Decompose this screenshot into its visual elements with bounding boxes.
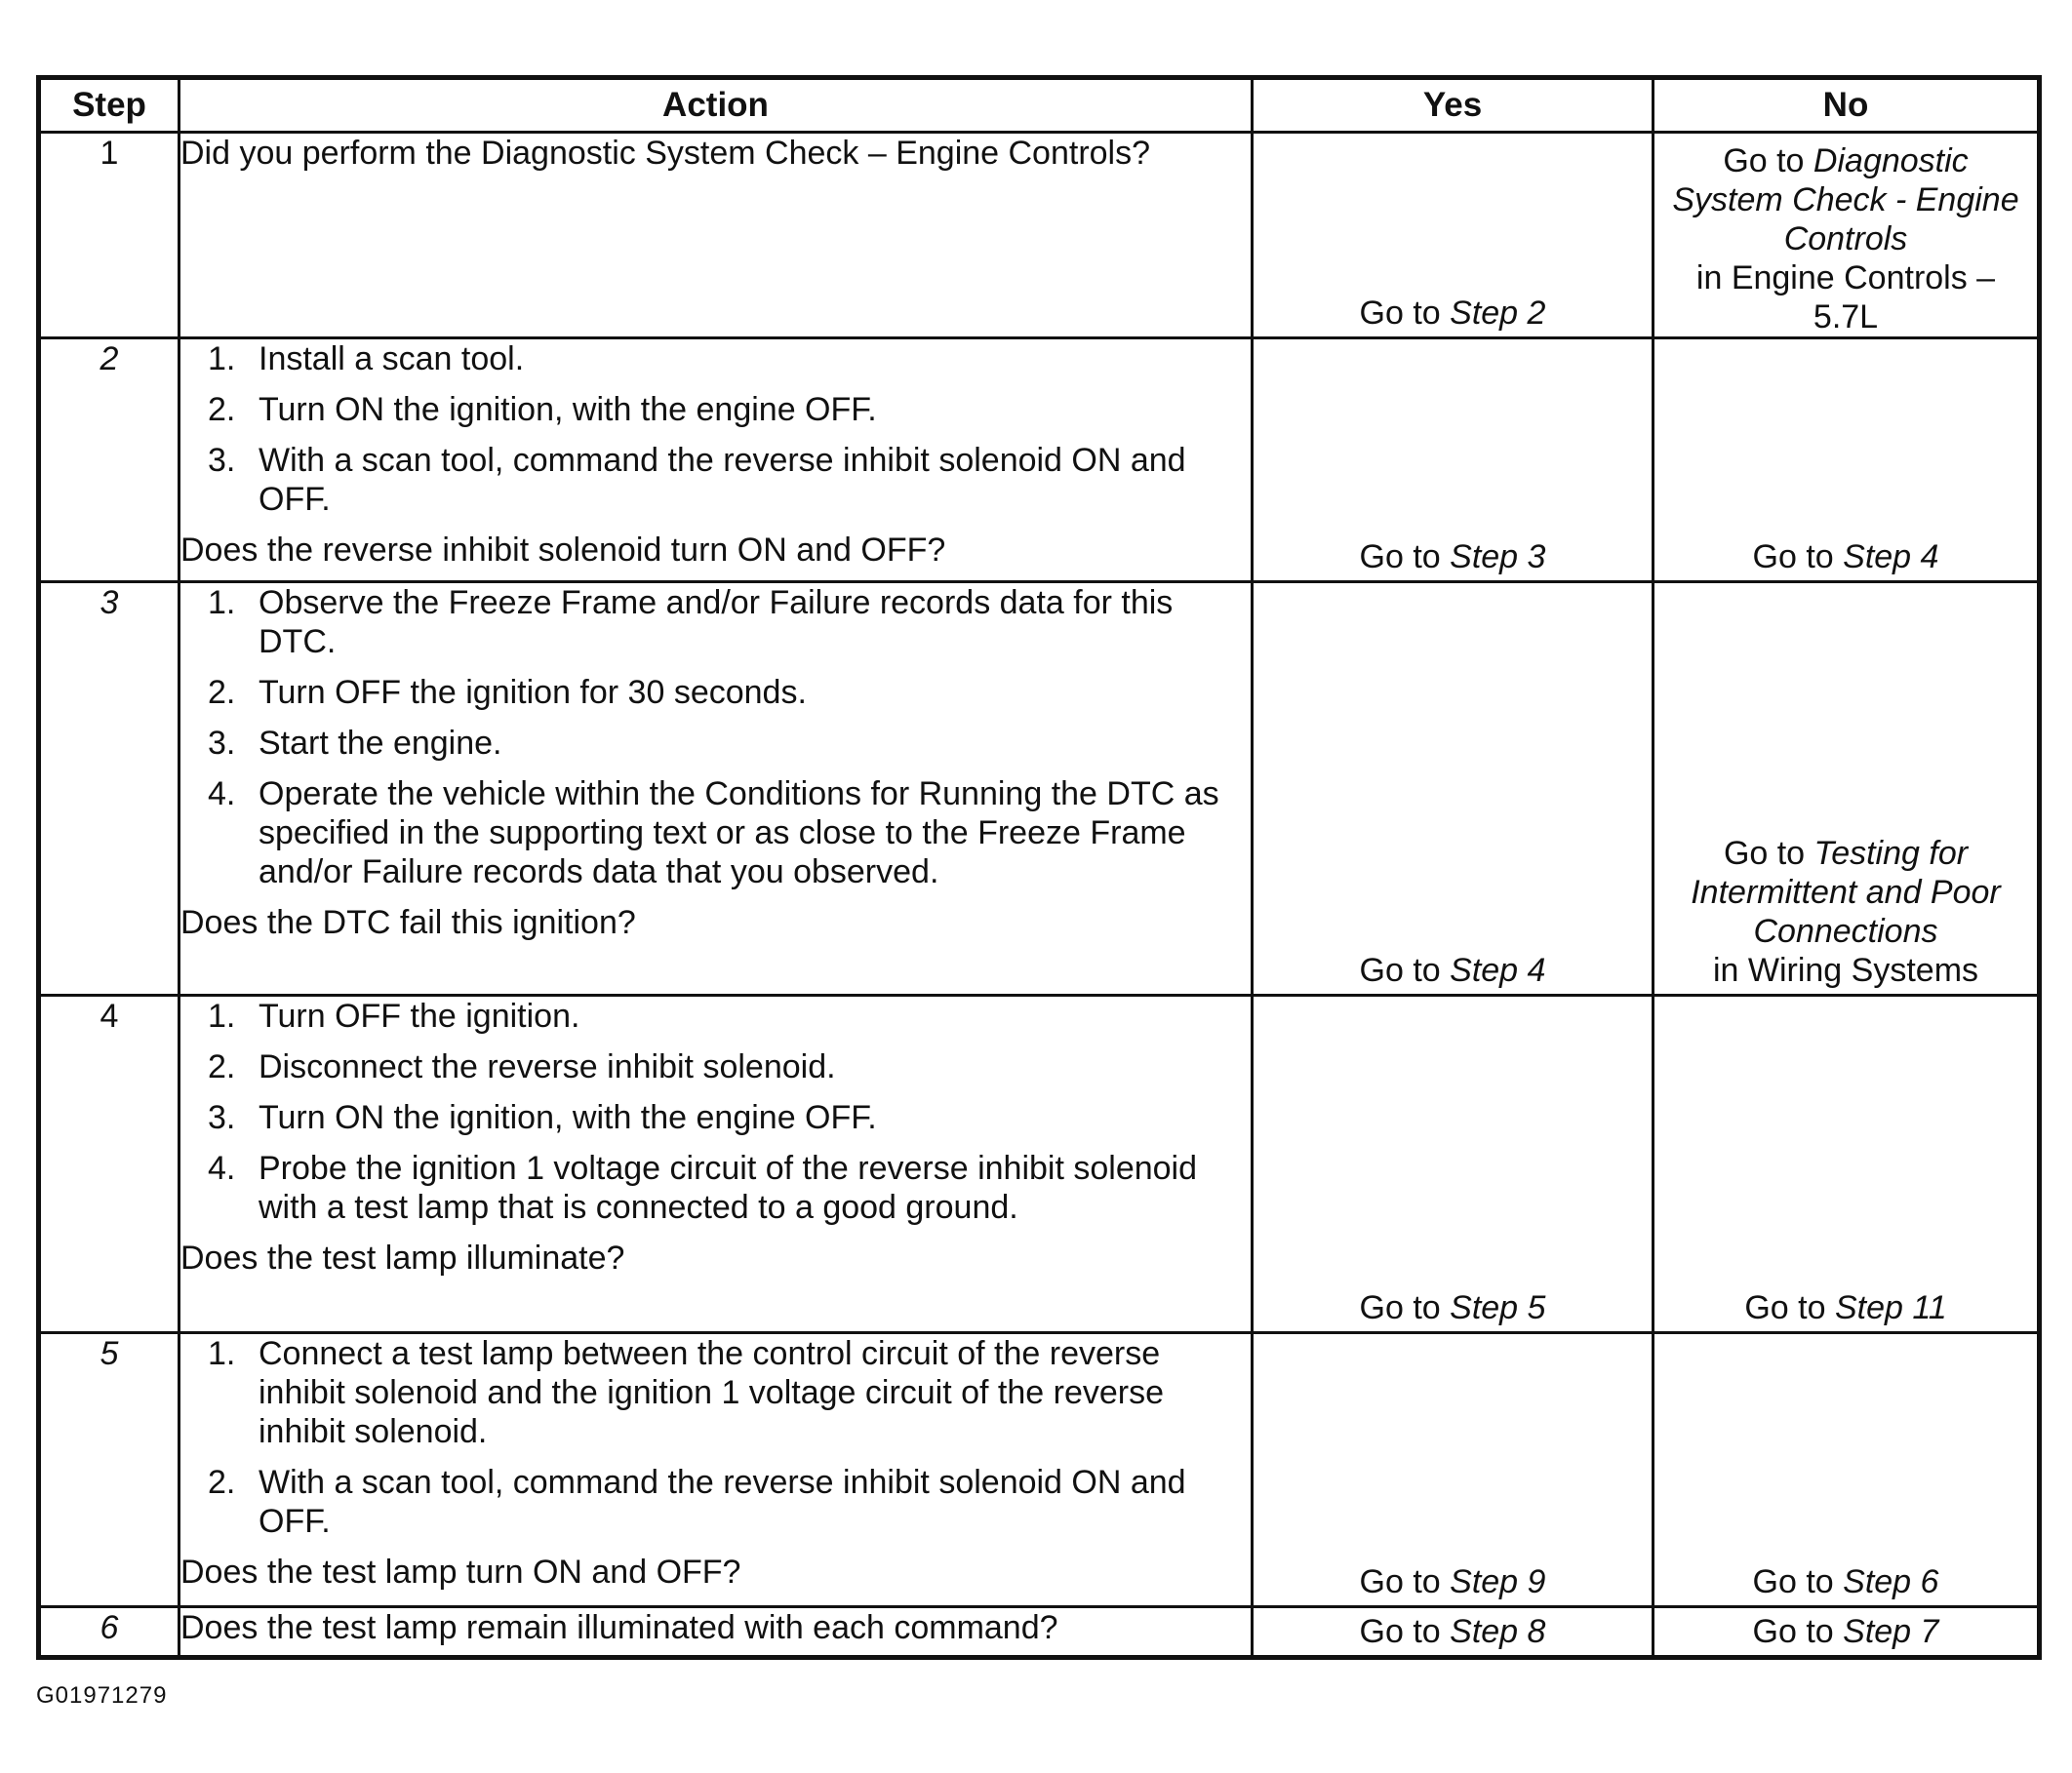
step-number: 4 (100, 998, 119, 1035)
figure-code: G01971279 (36, 1682, 168, 1709)
list-item-text: With a scan tool, command the reverse inhibit solenoid ON and OFF. (259, 1464, 1186, 1540)
list-item-number: 3. (208, 725, 236, 762)
list-item-text: Disconnect the reverse inhibit solenoid. (259, 1048, 836, 1085)
no-goto-link[interactable]: Step 6 (1843, 1563, 1939, 1600)
list-item-number: 1. (208, 998, 236, 1035)
action-cell (179, 996, 1253, 1333)
list-item-text: Install a scan tool. (259, 340, 525, 377)
list-item-text: Connect a test lamp between the control circuit of the reverse inhibit solenoid and the ignition 1 voltage circuit of the reverse inhibit solenoid. (259, 1335, 1165, 1450)
yes-goto (1254, 1612, 1652, 1651)
yes-goto-link[interactable]: Step 8 (1450, 1613, 1546, 1650)
no-goto (1654, 834, 2037, 990)
list-item-text: Turn OFF the ignition. (259, 998, 580, 1035)
yes-goto (1254, 1562, 1652, 1601)
no-cell (1654, 1607, 2040, 1658)
no-goto (1654, 537, 2037, 576)
action-question: Does the test lamp remain illuminated with each command? (180, 1609, 1058, 1646)
yes-goto-link[interactable]: Step 9 (1450, 1563, 1546, 1600)
step-number: 3 (100, 584, 119, 621)
no-goto-link[interactable]: Step 11 (1834, 1289, 1947, 1326)
list-item (180, 997, 1251, 1036)
yes-goto (1254, 294, 1652, 333)
list-item-number: 4. (208, 775, 236, 812)
action-list (180, 339, 1251, 519)
no-goto (1654, 134, 2037, 336)
list-item (180, 1098, 1251, 1137)
table-row (39, 1607, 2040, 1658)
list-item-text: Turn ON the ignition, with the engine OFF. (259, 1099, 877, 1136)
table-row (39, 582, 2040, 996)
yes-goto-prefix: Go to (1359, 1563, 1451, 1600)
action-question: Does the test lamp illuminate? (180, 1240, 625, 1277)
header-yes: Yes (1253, 78, 1654, 133)
action-list (180, 1334, 1251, 1541)
list-item-number: 2. (208, 391, 236, 428)
yes-cell (1253, 338, 1654, 582)
no-cell (1654, 582, 2040, 996)
no-goto-link[interactable]: Step 4 (1843, 538, 1939, 575)
yes-goto-link[interactable]: Step 3 (1450, 538, 1546, 575)
list-item-text: With a scan tool, command the reverse inhibit solenoid ON and OFF. (259, 442, 1186, 518)
no-goto (1654, 1288, 2037, 1327)
no-goto-prefix: Go to (1752, 538, 1844, 575)
list-item-number: 3. (208, 1099, 236, 1136)
yes-cell (1253, 1607, 1654, 1658)
no-goto (1654, 1562, 2037, 1601)
list-item-number: 3. (208, 442, 236, 479)
no-goto-link[interactable]: Diagnostic System Check - Engine Controls (1672, 142, 2019, 257)
no-goto-prefix: Go to (1744, 1289, 1835, 1326)
yes-goto (1254, 951, 1652, 990)
action-list (180, 997, 1251, 1227)
list-item (180, 1047, 1251, 1086)
list-item-text: Observe the Freeze Frame and/or Failure records data for this DTC. (259, 584, 1174, 660)
step-number: 2 (100, 340, 119, 377)
list-item (180, 1334, 1251, 1451)
list-item-text: Turn ON the ignition, with the engine OFF. (259, 391, 877, 428)
action-cell (179, 1333, 1253, 1607)
yes-goto-prefix: Go to (1359, 295, 1451, 332)
header-action: Action (179, 78, 1253, 133)
list-item-number: 1. (208, 1335, 236, 1372)
yes-goto-prefix: Go to (1359, 1289, 1451, 1326)
yes-goto-prefix: Go to (1359, 538, 1451, 575)
no-goto-prefix: Go to (1723, 142, 1813, 179)
list-item (180, 339, 1251, 378)
no-goto-suffix: in Engine Controls – 5.7L (1695, 259, 1996, 335)
step-cell (39, 1333, 179, 1607)
list-item-number: 2. (208, 1464, 236, 1501)
list-item-number: 1. (208, 584, 236, 621)
no-goto-link[interactable]: Testing for Intermittent and Poor Connections (1691, 835, 2001, 950)
no-cell (1654, 1333, 2040, 1607)
action-question: Did you perform the Diagnostic System Check – Engine Controls? (180, 135, 1151, 172)
action-cell (179, 133, 1253, 338)
action-cell (179, 1607, 1253, 1658)
header-step: Step (39, 78, 179, 133)
yes-goto-prefix: Go to (1359, 1613, 1451, 1650)
step-cell (39, 996, 179, 1333)
step-number: 1 (100, 135, 119, 172)
no-goto-prefix: Go to (1752, 1613, 1844, 1650)
list-item-number: 2. (208, 1048, 236, 1085)
yes-cell (1253, 1333, 1654, 1607)
list-item-text: Start the engine. (259, 725, 502, 762)
list-item-number: 4. (208, 1150, 236, 1187)
no-goto-link[interactable]: Step 7 (1843, 1613, 1939, 1650)
yes-cell (1253, 996, 1654, 1333)
no-cell (1654, 338, 2040, 582)
list-item (180, 1149, 1251, 1227)
yes-goto-link[interactable]: Step 5 (1450, 1289, 1546, 1326)
table-row (39, 996, 2040, 1333)
yes-goto-link[interactable]: Step 2 (1450, 295, 1546, 332)
action-question: Does the test lamp turn ON and OFF? (180, 1554, 741, 1591)
action-list (180, 583, 1251, 891)
table-body (39, 133, 2040, 1658)
action-cell (179, 338, 1253, 582)
no-goto (1654, 1612, 2037, 1651)
no-goto-prefix: Go to (1723, 835, 1814, 872)
no-goto-prefix: Go to (1752, 1563, 1844, 1600)
list-item-number: 1. (208, 340, 236, 377)
yes-goto (1254, 537, 1652, 576)
list-item (180, 724, 1251, 763)
step-number: 5 (100, 1335, 119, 1372)
action-question: Does the reverse inhibit solenoid turn ON and OFF? (180, 532, 946, 569)
header-no: No (1654, 78, 2040, 133)
list-item (180, 390, 1251, 429)
list-item (180, 441, 1251, 519)
step-cell (39, 582, 179, 996)
step-cell (39, 338, 179, 582)
no-goto-suffix: in Wiring Systems (1712, 952, 1979, 989)
no-cell (1654, 996, 2040, 1333)
list-item-text: Probe the ignition 1 voltage circuit of the reverse inhibit solenoid with a test lamp that is connected to a good ground. (259, 1150, 1198, 1226)
step-cell (39, 1607, 179, 1658)
list-item-number: 2. (208, 674, 236, 711)
list-item (180, 583, 1251, 661)
list-item (180, 1463, 1251, 1541)
table-row (39, 338, 2040, 582)
no-cell (1654, 133, 2040, 338)
list-item-text: Operate the vehicle within the Conditions for Running the DTC as specified in the supporting text or as close to the Freeze Frame and/or Failure records data that you observed. (259, 775, 1219, 890)
list-item (180, 774, 1251, 891)
table-row (39, 133, 2040, 338)
action-question: Does the DTC fail this ignition? (180, 904, 636, 941)
yes-goto-link[interactable]: Step 4 (1450, 952, 1546, 989)
list-item (180, 673, 1251, 712)
header-row (39, 78, 2040, 133)
yes-goto (1254, 1288, 1652, 1327)
step-cell (39, 133, 179, 338)
action-cell (179, 582, 1253, 996)
yes-cell (1253, 582, 1654, 996)
yes-goto-prefix: Go to (1359, 952, 1451, 989)
diagnostic-table (36, 75, 2042, 1660)
list-item-text: Turn OFF the ignition for 30 seconds. (259, 674, 807, 711)
step-number: 6 (100, 1609, 119, 1646)
table-row (39, 1333, 2040, 1607)
yes-cell (1253, 133, 1654, 338)
